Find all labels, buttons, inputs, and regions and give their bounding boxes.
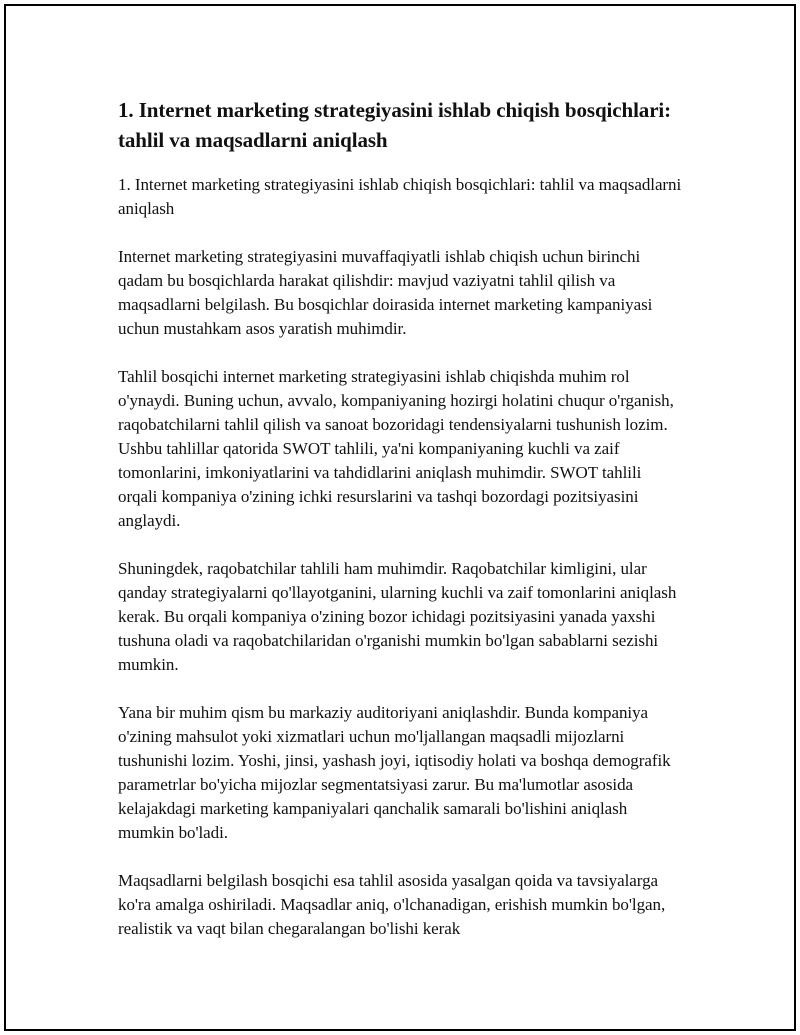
paragraph-5: Maqsadlarni belgilash bosqichi esa tahlil asosida yasalgan qoida va tavsiyalarga ko'ra amalga oshiriladi. Maqsadlar aniq, o'lchanadigan, erishish mumkin bo'lgan, realistik va vaqt bilan chegaralangan bo'lishi kerak	[118, 871, 666, 938]
paragraph-1: Internet marketing strategiyasini muvaffaqiyatli ishlab chiqish uchun birinchi qadam bu bosqichlarda harakat qilishdir: mavjud vaziyatni tahlil qilish va maqsadlarni belgilash. Bu bosqichlar doirasida internet marketing kampaniyasi uchun mustahkam asos yaratish muhimdir.	[118, 247, 653, 338]
paragraph-4: Yana bir muhim qism bu markaziy auditoriyani aniqlashdir. Bunda kompaniya o'zining mahsulot yoki xizmatlari uchun mo'ljallangan maqsadli mijozlarni tushunishi lozim. Yoshi, jinsi, yashash joyi, iqtisodiy holati va boshqa demografik parametrlar bo'yicha mijozlar segmentatsiyasi zarur. Bu ma'lumotlar asosida kelajakdagi marketing kampaniyalari qanchalik samarali bo'lishini aniqlash mumkin bo'ladi.	[118, 703, 671, 842]
paragraph-3: Shuningdek, raqobatchilar tahlili ham muhimdir. Raqobatchilar kimligini, ular qanday strategiyalarni qo'llayotganini, ularning kuchli va zaif tomonlarini aniqlash kerak. Bu orqali kompaniya o'zining bozor ichidagi pozitsiyasini yanada yaxshi tushuna oladi va raqobatchilaridan o'rganishi mumkin bo'lgan sabablarni sezishi mumkin.	[118, 559, 677, 674]
paragraph-intro-heading: 1. Internet marketing strategiyasini ishlab chiqish bosqichlari: tahlil va maqsadlarni aniqlash	[118, 175, 682, 218]
document-title: 1. Internet marketing strategiyasini ishlab chiqish bosqichlari: tahlil va maqsadlarni aniqlash	[118, 98, 672, 152]
document-body	[118, 95, 684, 965]
paragraph-2: Tahlil bosqichi internet marketing strategiyasini ishlab chiqishda muhim rol o'ynaydi. Buning uchun, avvalo, kompaniyaning hozirgi holatini chuqur o'rganish, raqobatchilarni tahlil qilish va sanoat bozoridagi tendensiyalarni tushunish lozim. Ushbu tahlillar qatorida SWOT tahlili, ya'ni kompaniyaning kuchli va zaif tomonlarini, imkoniyatlarini va tahdidlarini aniqlash muhimdir. SWOT tahlili orqali kompaniya o'zining ichki resurslarini va tashqi bozordagi pozitsiyasini anglaydi.	[118, 367, 674, 530]
